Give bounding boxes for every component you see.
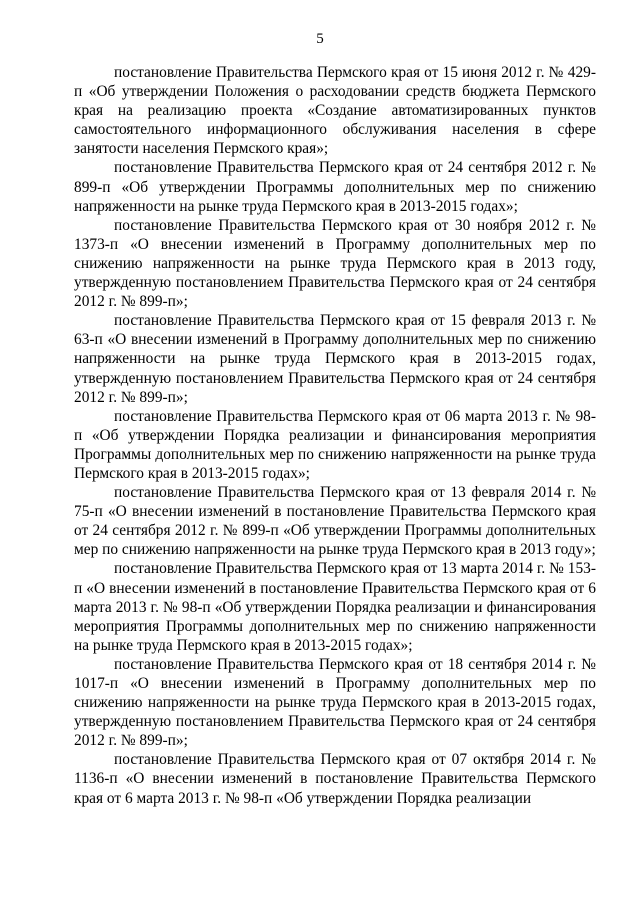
paragraph: постановление Правительства Пермского края от 24 сентября 2012 г. № 899-п «Об утверждении Программы дополнительных мер по снижению напряженности на рынке труда Пермского края в 2013-2015 годах»; xyxy=(74,159,596,215)
page-number: 5 xyxy=(316,31,324,47)
paragraph: постановление Правительства Пермского края от 13 марта 2014 г. № 153-п «О внесении изменений в постановление Правительства Пермского края от 6 марта 2013 г. № 98-п «Об утверждении Порядка реализации и финансирования мероприятия Программы дополнительных мер по снижению напряженности на рынке труда Пермского края в 2013-2015 годах»; xyxy=(74,560,596,654)
paragraph: постановление Правительства Пермского края от 30 ноября 2012 г. № 1373-п «О внесении изменений в Программу дополнительных мер по снижению напряженности на рынке труда Пермского края в 2013 году, утвержденную постановлением Правительства Пермского края от 24 сентября 2012 г. № 899-п»; xyxy=(74,216,596,311)
paragraph: постановление Правительства Пермского края от 07 октября 2014 г. № 1136-п «О внесении изменений в постановление Правительства Пермского края от 6 марта 2013 г. № 98-п «Об утверждении Порядка реализации xyxy=(74,751,596,807)
paragraph: постановление Правительства Пермского края от 06 марта 2013 г. № 98-п «Об утверждении Порядка реализации и финансирования мероприятия Программы дополнительных мер по снижению напряженности на рынке труда Пермского края в 2013-2015 годах»; xyxy=(74,407,596,482)
paragraph: постановление Правительства Пермского края от 18 сентября 2014 г. № 1017-п «О внесении изменений в Программу дополнительных мер по снижению напряженности на рынке труда Пермского края в 2013-2015 годах, утвержденную постановлением Правительства Пермского края от 24 сентября 2012 г. № 899-п»; xyxy=(74,655,596,750)
paragraph: постановление Правительства Пермского края от 15 июня 2012 г. № 429-п «Об утверждении Положения о расходовании средств бюджета Пермского края на реализацию проекта «Создание автоматизированных пунктов самостоятельного информационного обслуживания населения в сфере занятости населения Пермского края»; xyxy=(74,64,596,158)
paragraph: постановление Правительства Пермского края от 13 февраля 2014 г. № 75-п «О внесении изменений в постановление Правительства Пермского края от 24 сентября 2012 г. № 899-п «Об утверждении Программы дополнительных мер по снижению напряженности на рынке труда Пермского края в 2013 году»; xyxy=(74,484,596,559)
paragraph: постановление Правительства Пермского края от 15 февраля 2013 г. № 63-п «О внесении изменений в Программу дополнительных мер по снижению напряженности на рынке труда Пермского края в 2013-2015 годах, утвержденную постановлением Правительства Пермского края от 24 сентября 2012 г. № 899-п»; xyxy=(74,312,596,406)
document-body xyxy=(74,63,596,808)
